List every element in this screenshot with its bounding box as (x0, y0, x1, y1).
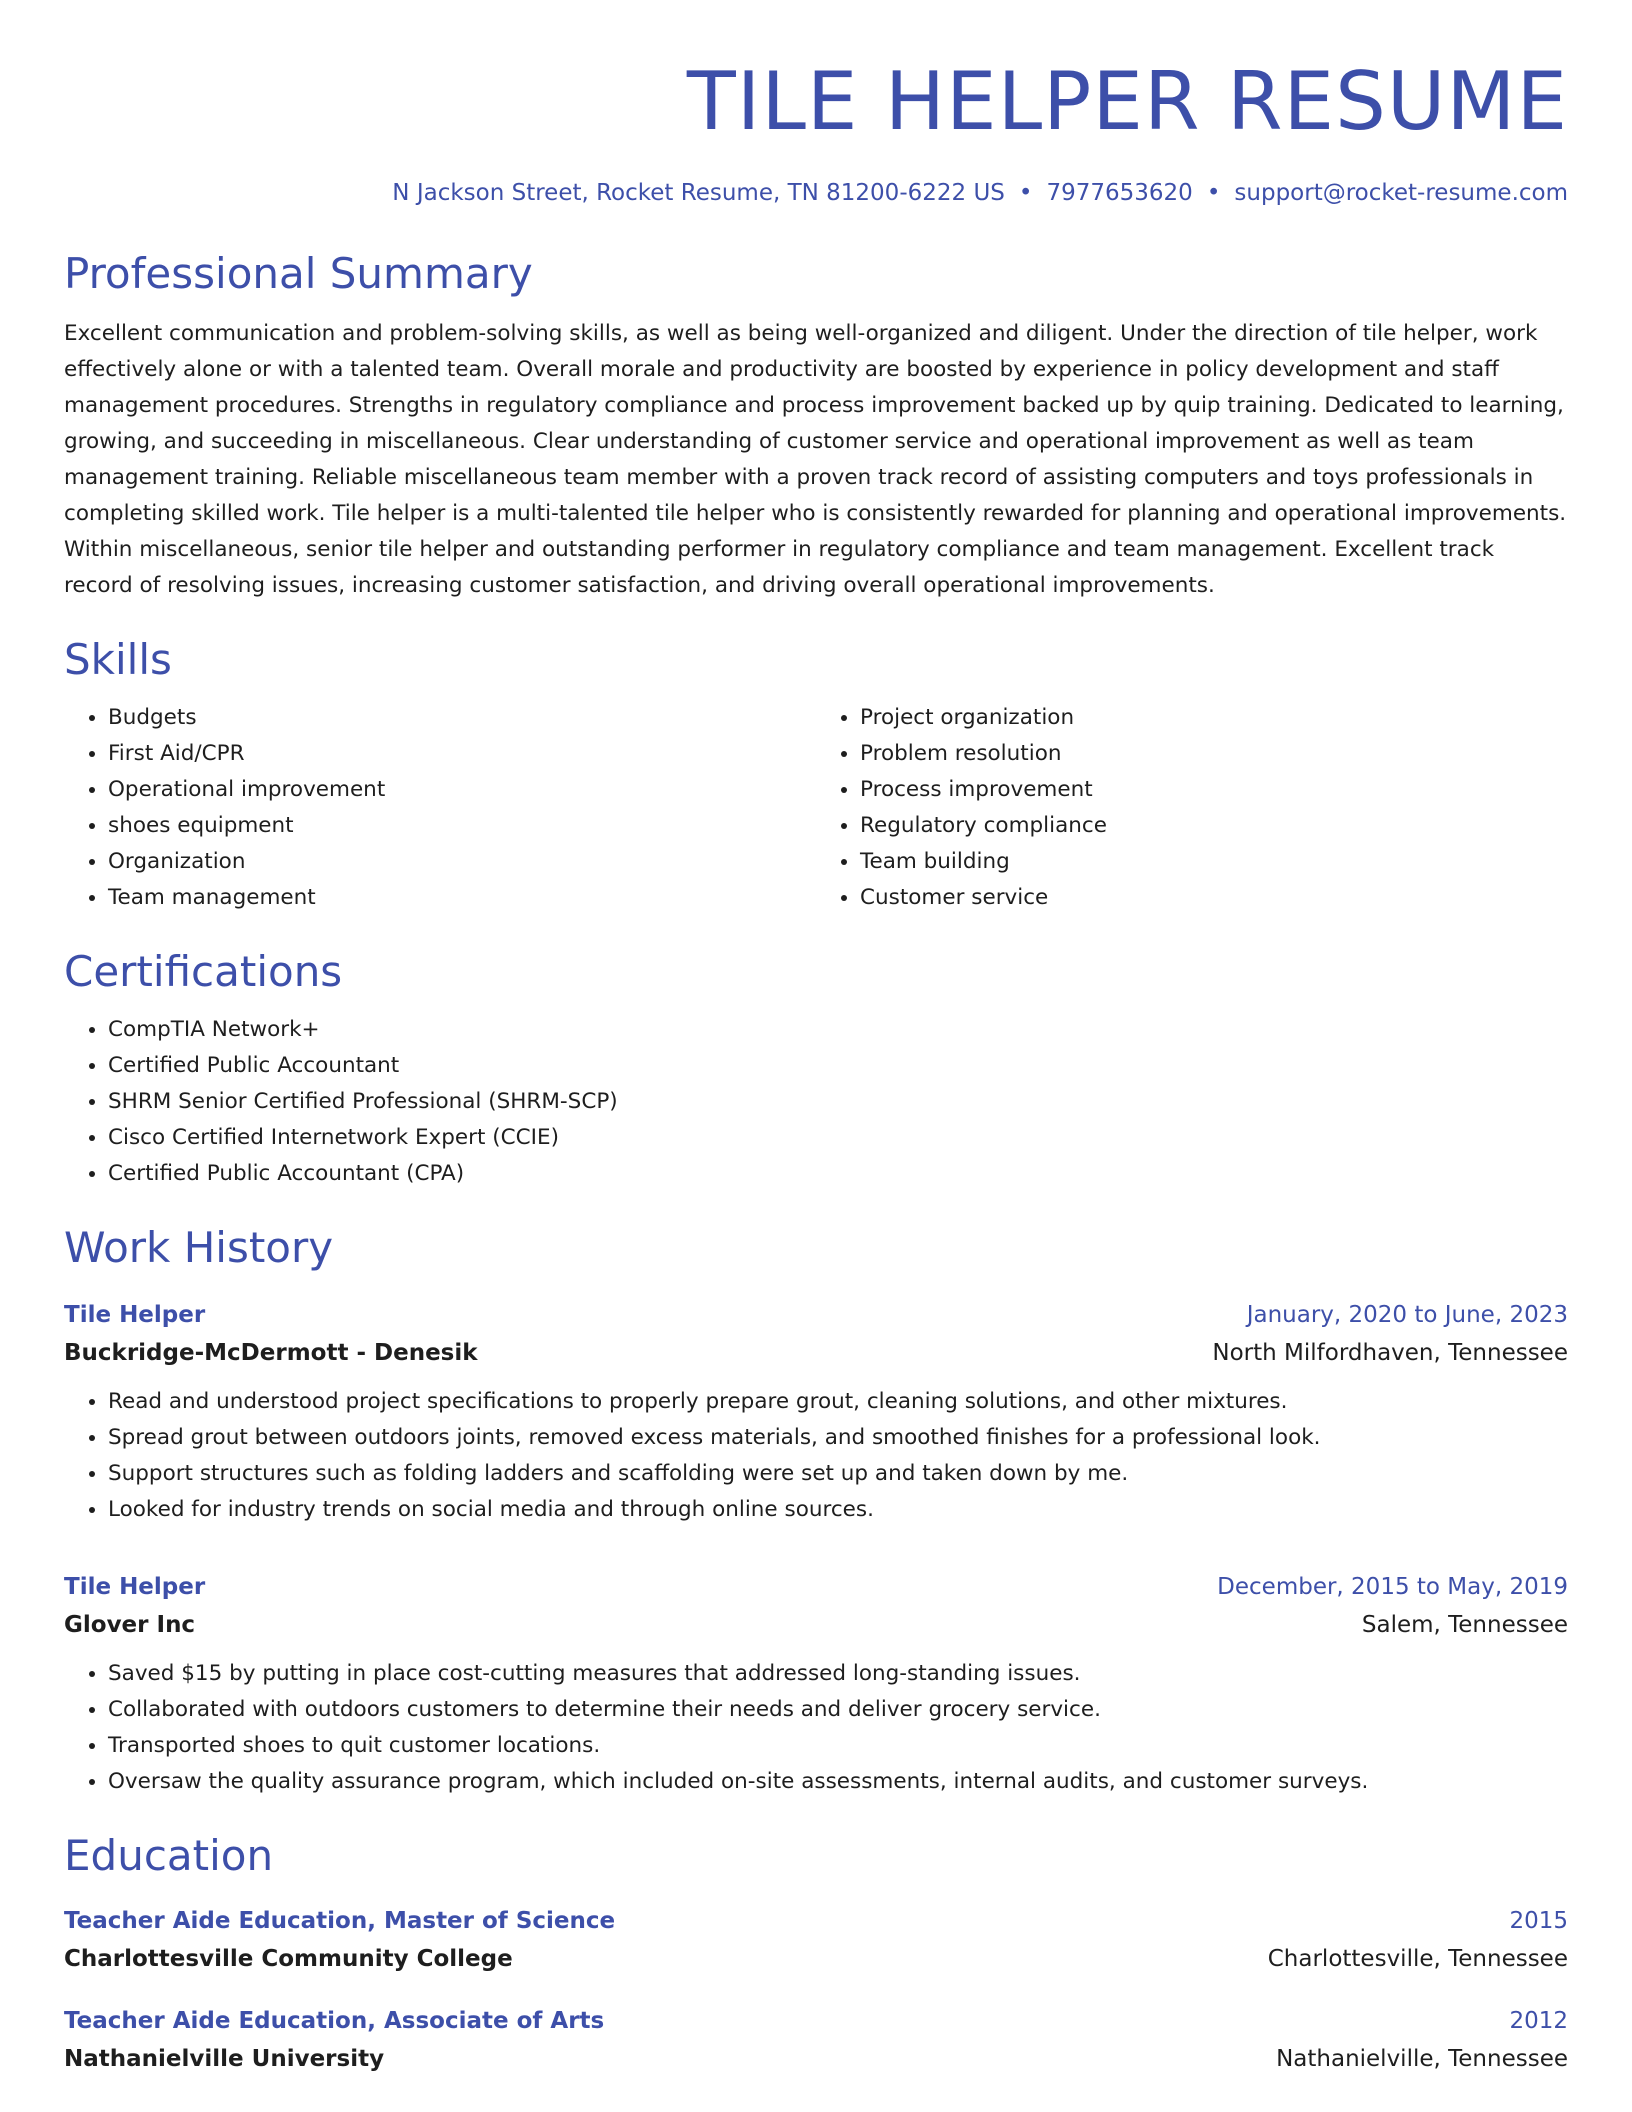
job-company: Glover Inc (64, 1612, 196, 1638)
job-bullets (64, 1656, 1568, 1800)
education-subheader (64, 1938, 1568, 1976)
education-degree: Teacher Aide Education, Associate of Arts (64, 2008, 605, 2034)
education-heading: Education (64, 1831, 274, 1880)
job-location: Salem, Tennessee (1361, 1612, 1568, 1638)
skills-list-right (816, 700, 1568, 916)
certification-item: • Cisco Certified Internetwork Expert (CCIE) (108, 1120, 1568, 1156)
contact-phone: 7977653620 (1046, 180, 1193, 206)
certification-item: • Certified Public Accountant (108, 1048, 1568, 1084)
job-subheader (64, 1332, 1568, 1370)
education-subheader (64, 2038, 1568, 2076)
job-subheader (64, 1604, 1568, 1642)
education-entry (64, 1976, 1568, 2076)
job-bullet: • Looked for industry trends on social media and through online sources. (108, 1492, 1568, 1528)
job-location: North Milfordhaven, Tennessee (1212, 1340, 1568, 1366)
job-bullet: • Spread grout between outdoors joints, removed excess materials, and smoothed finishes for a professional look. (108, 1420, 1568, 1456)
job-bullet: • Saved $15 by putting in place cost-cutting measures that addressed long-standing issues. (108, 1656, 1568, 1692)
education-location: Charlottesville, Tennessee (1267, 1946, 1568, 1972)
skill-item: • Process improvement (860, 772, 1568, 808)
skill-item: • First Aid/CPR (108, 736, 816, 772)
skill-item: • Project organization (860, 700, 1568, 736)
education-degree: Teacher Aide Education, Master of Science (64, 1908, 616, 1934)
education-header (64, 1882, 1568, 1938)
job-title: Tile Helper (64, 1574, 206, 1600)
work-history-heading: Work History (64, 1223, 334, 1272)
skill-item: • Team building (860, 844, 1568, 880)
resume-name: TILE HELPER RESUME (686, 55, 1568, 148)
skills-grid (64, 686, 1568, 916)
contact-email: support@rocket-resume.com (1234, 180, 1568, 206)
job-header (64, 1274, 1568, 1332)
job-bullet: • Support structures such as folding ladders and scaffolding were set up and taken down by me. (108, 1456, 1568, 1492)
job-dates: January, 2020 to June, 2023 (1246, 1302, 1568, 1328)
skills-list-left (64, 700, 816, 916)
job-dates: December, 2015 to May, 2019 (1217, 1574, 1568, 1600)
contact-separator: • (1206, 180, 1221, 206)
job-entry (64, 1546, 1568, 1800)
summary-heading: Professional Summary (64, 249, 533, 298)
skill-item: • Regulatory compliance (860, 808, 1568, 844)
job-bullet: • Read and understood project specifications to properly prepare grout, cleaning solutions, and other mixtures. (108, 1384, 1568, 1420)
contact-address: N Jackson Street, Rocket Resume, TN 81200-6222 US (392, 180, 1005, 206)
skill-item: • Budgets (108, 700, 816, 736)
certification-item: • CompTIA Network+ (108, 1012, 1568, 1048)
certifications-list (64, 1012, 1568, 1192)
job-bullets (64, 1384, 1568, 1528)
summary-text: Excellent communication and problem-solving skills, as well as being well-organized and diligent. Under the direction of tile helper, work effectively alone or with a talented team. Overall morale and productivity are boosted by experience in policy development and staff management procedures. Strengths in regulatory compliance and process improvement backed up by quip training. Dedicated to learning, growing, and succeeding in miscellaneous. Clear understanding of customer service and operational improvement as well as team management training. Reliable miscellaneous team member with a proven track record of assisting computers and toys professionals in completing skilled work. Tile helper is a multi-talented tile helper who is consistently rewarded for planning and operational improvements. Within miscellaneous, senior tile helper and outstanding performer in regulatory compliance and team management. Excellent track record of resolving issues, increasing customer satisfaction, and driving overall operational improvements. (64, 321, 1567, 598)
job-entry (64, 1274, 1568, 1528)
skill-item: • Organization (108, 844, 816, 880)
resume-page (64, 0, 1568, 2076)
skill-item: • shoes equipment (108, 808, 816, 844)
job-title: Tile Helper (64, 1302, 206, 1328)
skill-item: • Customer service (860, 880, 1568, 916)
certifications-heading: Certifications (64, 947, 343, 996)
education-school: Nathanielville University (64, 2046, 385, 2072)
certification-item: • SHRM Senior Certified Professional (SHRM-SCP) (108, 1084, 1568, 1120)
education-location: Nathanielville, Tennessee (1276, 2046, 1568, 2072)
contact-line (64, 178, 1568, 208)
job-bullet: • Collaborated with outdoors customers to determine their needs and deliver grocery service. (108, 1692, 1568, 1728)
education-school: Charlottesville Community College (64, 1946, 513, 1972)
skills-heading: Skills (64, 635, 172, 684)
certification-item: • Certified Public Accountant (CPA) (108, 1156, 1568, 1192)
job-bullet: • Transported shoes to quit customer locations. (108, 1728, 1568, 1764)
job-header (64, 1546, 1568, 1604)
skill-item: • Problem resolution (860, 736, 1568, 772)
skill-item: • Operational improvement (108, 772, 816, 808)
job-bullet: • Oversaw the quality assurance program, which included on-site assessments, internal audits, and customer surveys. (108, 1764, 1568, 1800)
skill-item: • Team management (108, 880, 816, 916)
contact-separator: • (1018, 180, 1033, 206)
education-header (64, 1976, 1568, 2038)
education-year: 2015 (1509, 1908, 1568, 1934)
job-company: Buckridge-McDermott - Denesik (64, 1340, 478, 1366)
education-year: 2012 (1509, 2008, 1568, 2034)
education-entry (64, 1882, 1568, 1976)
